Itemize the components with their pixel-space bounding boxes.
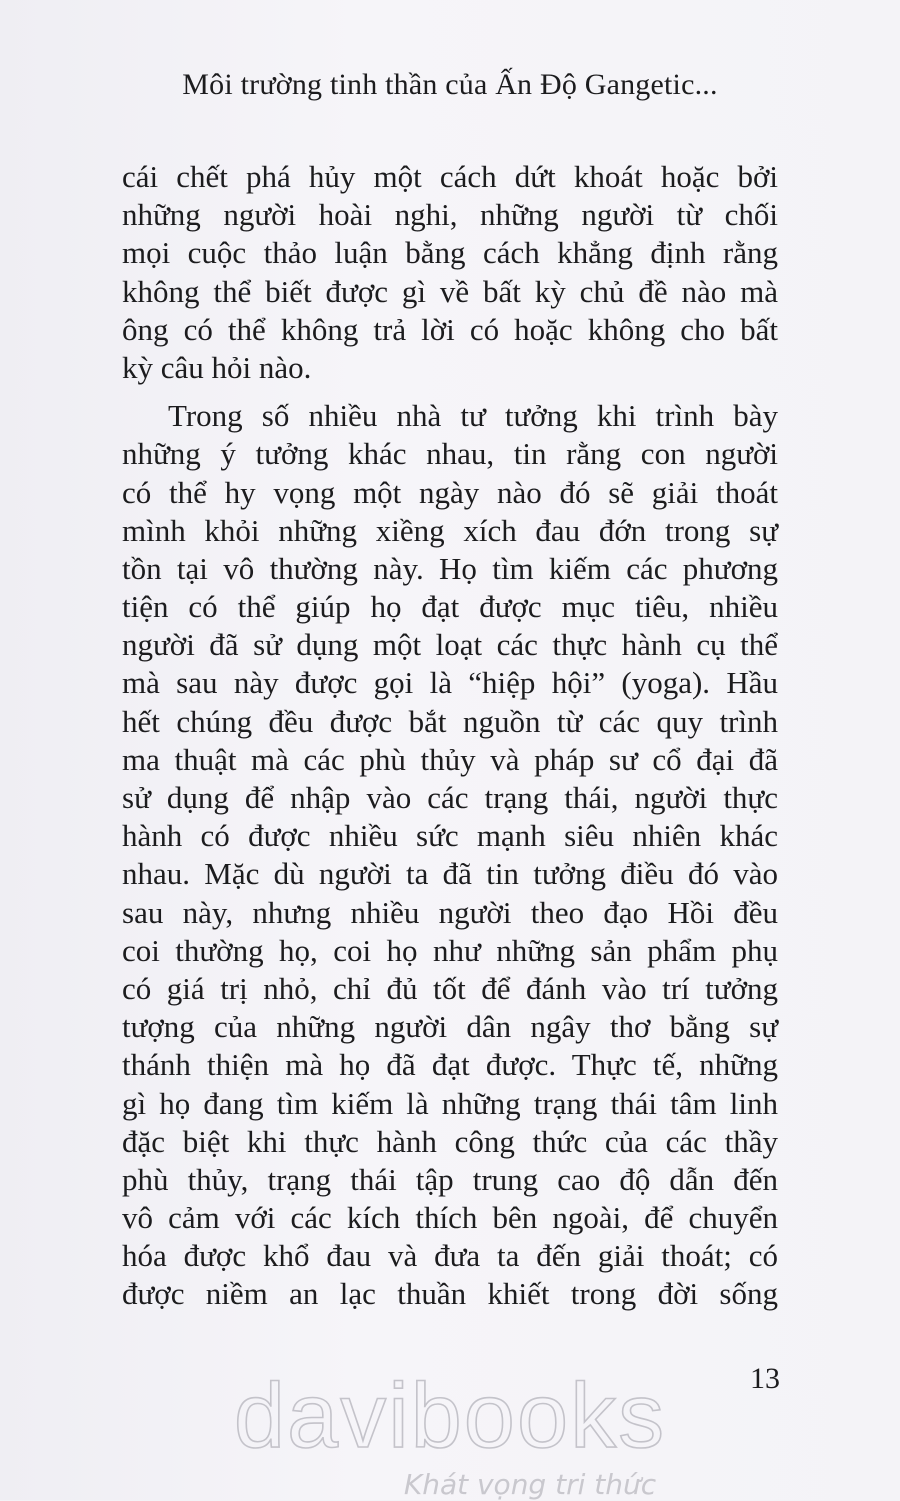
text-line: tiện có thể giúp họ đạt được mục tiêu, nhiều	[122, 589, 778, 625]
text-line: coi thường họ, coi họ như những sản phẩm phụ	[122, 932, 778, 968]
text-line: hết chúng đều được bắt nguồn từ các quy trình	[122, 703, 778, 739]
text-line: không thể biết được gì về bất kỳ chủ đề nào mà	[122, 273, 778, 309]
text-line: hành có được nhiều sức mạnh siêu nhiên khác	[122, 818, 778, 854]
text-line: Trong số nhiều nhà tư tưởng khi trình bày	[168, 398, 778, 434]
text-line: mọi cuộc thảo luận bằng cách khẳng định rằng	[122, 235, 778, 271]
text-line: vô cảm với các kích thích bên ngoài, để chuyển	[122, 1200, 778, 1236]
watermark-logo: davibooks	[233, 1365, 667, 1467]
page-number: 13	[750, 1362, 780, 1395]
text-line: kỳ câu hỏi nào.	[122, 349, 312, 385]
watermark	[0, 1365, 900, 1501]
text-line: ông có thể không trả lời có hoặc không cho bất	[122, 311, 778, 347]
text-line: sử dụng để nhập vào các trạng thái, người thực	[122, 780, 778, 815]
body-text	[122, 158, 778, 1314]
text-line: phù thủy, trạng thái tập trung cao độ dẫn đến	[122, 1161, 778, 1197]
text-line: sau này, nhưng nhiều người theo đạo Hồi đều	[122, 894, 778, 930]
running-header: Môi trường tinh thần của Ấn Độ Gangetic...	[182, 68, 718, 101]
text-line: những ý tưởng khác nhau, tin rằng con người	[122, 436, 778, 472]
text-line: cái chết phá hủy một cách dứt khoát hoặc bởi	[122, 159, 778, 194]
text-line: hóa được khổ đau và đưa ta đến giải thoát; có	[122, 1238, 778, 1274]
text-line: có giá trị nhỏ, chỉ đủ tốt để đánh vào trí tưởng	[122, 970, 778, 1006]
text-line: tồn tại vô thường này. Họ tìm kiếm các phương	[122, 550, 778, 586]
text-line: những người hoài nghi, những người từ chối	[122, 197, 778, 233]
text-line: thánh thiện mà họ đã đạt được. Thực tế, những	[122, 1047, 778, 1083]
watermark-tagline: Khát vọng tri thức	[403, 1468, 657, 1501]
text-line: nhau. Mặc dù người ta đã tin tưởng điều đó vào	[122, 856, 778, 892]
text-line: mà sau này được gọi là “hiệp hội” (yoga). Hầu	[122, 665, 778, 701]
text-line: được niềm an lạc thuần khiết trong đời sống	[122, 1276, 778, 1312]
text-line: người đã sử dụng một loạt các thực hành cụ thể	[122, 627, 778, 663]
paragraph-2	[122, 397, 778, 1314]
text-line: đặc biệt khi thực hành công thức của các thầy	[122, 1123, 778, 1159]
text-line: ma thuật mà các phù thủy và pháp sư cổ đại đã	[122, 741, 778, 777]
text-line: gì họ đang tìm kiếm là những trạng thái tâm linh	[122, 1085, 778, 1121]
text-line: có thể hy vọng một ngày nào đó sẽ giải thoát	[122, 474, 778, 510]
paragraph-1	[122, 158, 778, 387]
text-line: mình khỏi những xiềng xích đau đớn trong sự	[122, 512, 778, 548]
text-line: tượng của những người dân ngây thơ bằng sự	[122, 1009, 778, 1045]
